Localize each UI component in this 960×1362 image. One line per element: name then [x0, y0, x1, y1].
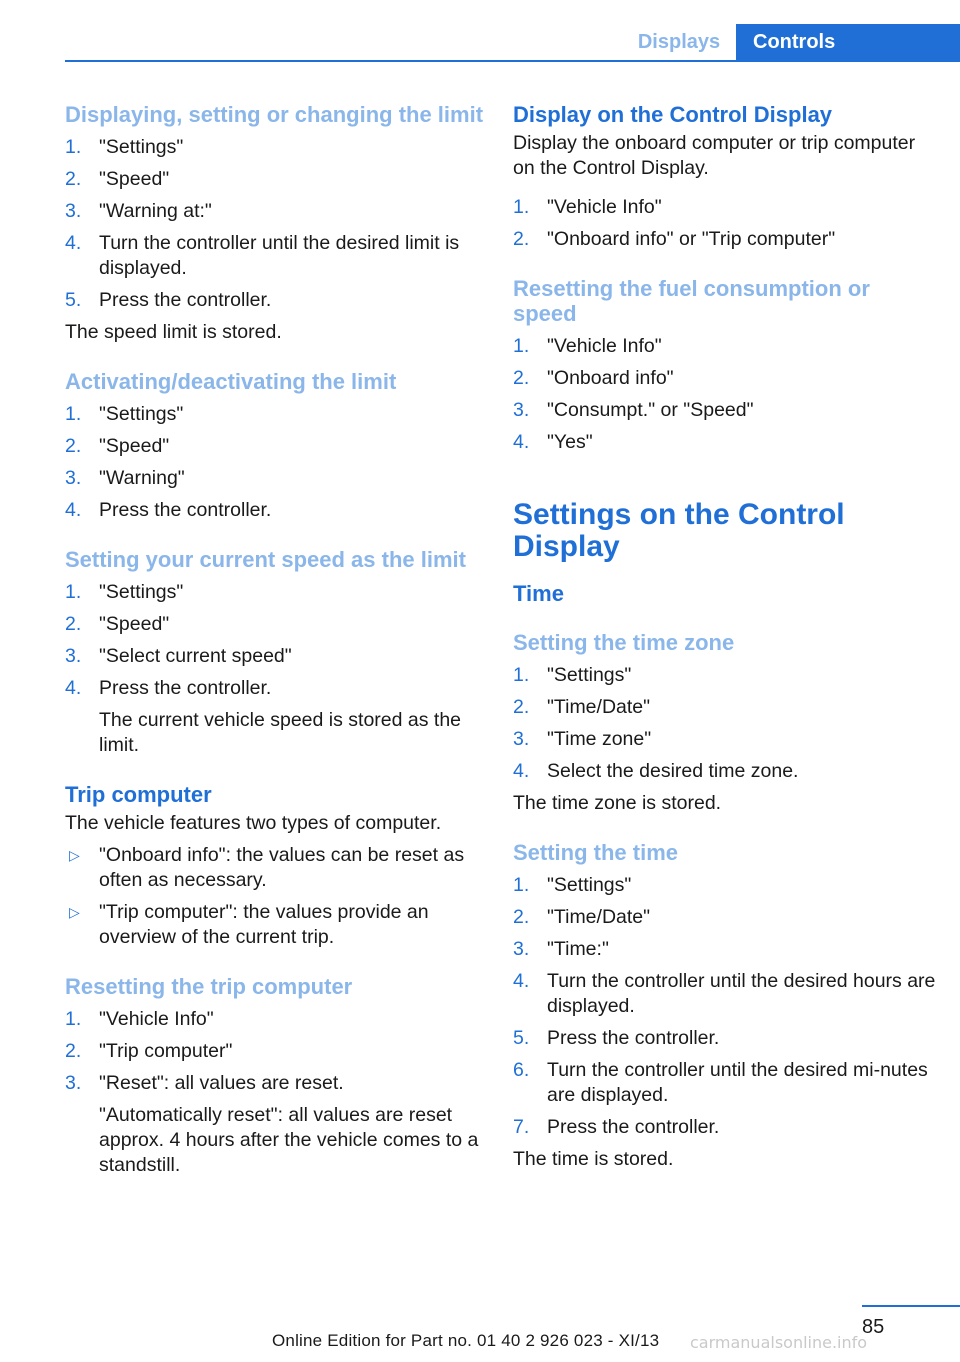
paragraph: The speed limit is stored.: [65, 321, 282, 343]
list-item: 3. "Time:": [513, 938, 609, 960]
steps-changing-limit: [65, 135, 485, 313]
heading-changing-limit: Displaying, setting or changing the limit: [65, 102, 484, 127]
list-item: 2. "Speed": [65, 435, 170, 457]
list-item: 2. "Onboard info" or "Trip computer": [513, 228, 836, 250]
list-item: 1. "Settings": [513, 874, 632, 896]
heading-time-zone: Setting the time zone: [513, 630, 735, 655]
paragraph: The time is stored.: [513, 1148, 674, 1170]
list-item: 1. "Settings": [513, 664, 632, 686]
heading-resetting-fuel: Resetting the fuel consumption or speed: [513, 276, 870, 326]
steps-setting-time: [513, 873, 938, 1140]
chapter-title: Settings on the Control Display: [513, 498, 845, 563]
list-item: 1. "Vehicle Info": [513, 335, 662, 357]
steps-display-control: [513, 195, 938, 252]
heading-trip-computer: Trip computer: [65, 782, 212, 807]
heading-setting-time: Setting the time: [513, 840, 679, 865]
paragraph: The vehicle features two types of computer.: [65, 812, 442, 834]
list-item: 4. Press the controller. The current vehicle speed is stored as the limit.: [65, 677, 462, 756]
list-item: 2. "Trip computer": [65, 1040, 233, 1062]
list-item: 6. Turn the controller until the desired mi‐nutes are displayed.: [513, 1059, 928, 1106]
heading-display-control: Display on the Control Display: [513, 102, 833, 127]
steps-resetting-trip: [65, 1007, 485, 1178]
heading-activating-limit: Activating/deactivating the limit: [65, 369, 397, 394]
list-item: 4. Turn the controller until the desired limit is displayed.: [65, 232, 460, 279]
list-item: 1. "Settings": [65, 136, 184, 158]
list-item: 7. Press the controller.: [513, 1116, 720, 1138]
list-item: 3. "Reset": all values are reset. "Automatically reset": all values are reset approx. 4 hours after the vehicle comes to a standstill.: [65, 1072, 479, 1176]
footer-rule: [862, 1305, 960, 1307]
page-number: 85: [862, 1316, 885, 1338]
list-item: 1. "Vehicle Info": [65, 1008, 214, 1030]
list-item: 4. Turn the controller until the desired hours are displayed.: [513, 970, 936, 1017]
watermark: carmanualsonline.info: [690, 1333, 868, 1352]
tab-displays[interactable]: Displays: [637, 31, 721, 53]
list-item: 1. "Settings": [65, 581, 184, 603]
bullets-trip-computer: [65, 843, 485, 950]
list-item: 5. Press the controller.: [513, 1027, 720, 1049]
list-item: 3. "Time zone": [513, 728, 652, 750]
list-item: 3. "Consumpt." or "Speed": [513, 399, 754, 421]
paragraph: The time zone is stored.: [513, 792, 722, 814]
list-item: 4. Press the controller.: [65, 499, 272, 521]
list-item: 2. "Onboard info": [513, 367, 674, 389]
list-item: 2. "Speed": [65, 613, 170, 635]
triangle-bullet-icon: ▷: [69, 847, 80, 863]
steps-current-speed-limit: [65, 580, 485, 758]
list-item: 2. "Time/Date": [513, 906, 651, 928]
triangle-bullet-icon: ▷: [69, 904, 80, 920]
heading-resetting-trip: Resetting the trip computer: [65, 974, 353, 999]
list-item: 3. "Warning at:": [65, 200, 212, 222]
left-column: [65, 102, 485, 1185]
list-item: 1. "Settings": [65, 403, 184, 425]
list-item: 2. "Speed": [65, 168, 170, 190]
list-item: 4. "Yes": [513, 431, 593, 453]
steps-time-zone: [513, 663, 938, 784]
right-column: [513, 102, 938, 1172]
list-item: 2. "Time/Date": [513, 696, 651, 718]
paragraph: Display the onboard computer or trip computer on the Control Display.: [513, 132, 916, 179]
list-item: ▷ "Onboard info": the values can be reset as often as necessary.: [69, 844, 465, 891]
list-item: 3. "Select current speed": [65, 645, 292, 667]
list-item: 3. "Warning": [65, 467, 185, 489]
steps-resetting-fuel: [513, 334, 938, 455]
list-item: ▷ "Trip computer": the values provide an overview of the current trip.: [69, 901, 429, 948]
heading-current-speed-limit: Setting your current speed as the limit: [65, 547, 466, 572]
header-rule: [65, 60, 960, 62]
edition-line: Online Edition for Part no. 01 40 2 926 023 - XI/13: [272, 1331, 660, 1350]
list-item: 4. Select the desired time zone.: [513, 760, 799, 782]
list-item: 1. "Vehicle Info": [513, 196, 662, 218]
steps-activating-limit: [65, 402, 485, 523]
list-item: 5. Press the controller.: [65, 289, 272, 311]
tab-controls[interactable]: Controls: [736, 24, 960, 61]
heading-time: Time: [513, 581, 564, 606]
